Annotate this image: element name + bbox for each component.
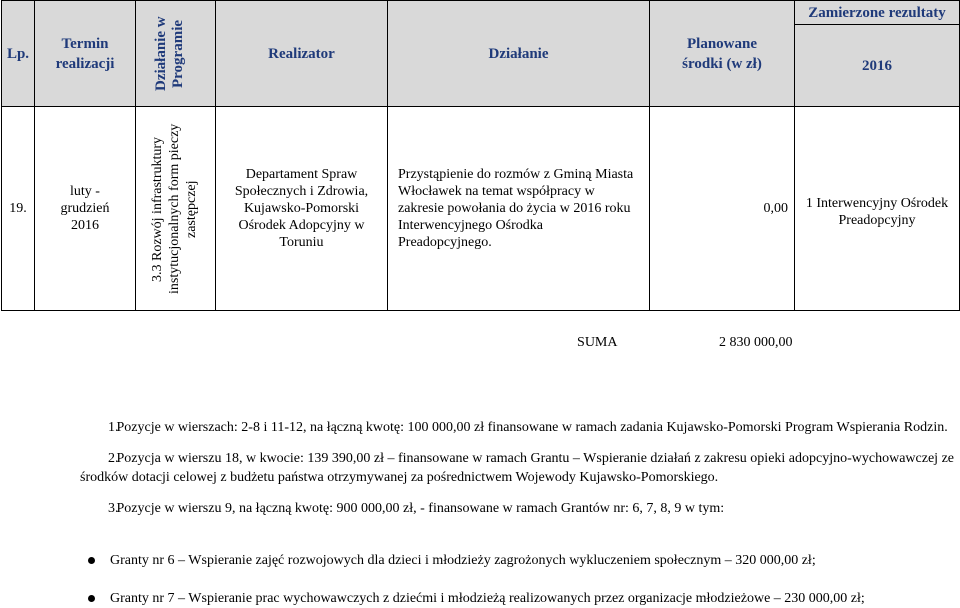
grant-item-text: Granty nr 7 – Wspieranie prac wychowawczych z dziećmi i młodzieżą realizowanych przez organizacje młodzieżowe – 230 000,00 zł; <box>110 591 865 606</box>
bullet-dot-icon <box>88 557 95 564</box>
footnote-1-text: Pozycje w wierszach: 2-8 i 11-12, na łączną kwotę: 100 000,00 zł finansowane w ramach zadania Kujawsko-Pomorski Program Wspierania Rodzin. <box>116 420 948 435</box>
row-planowane: 0,00 <box>650 107 795 311</box>
row-lp: 19. <box>2 107 35 311</box>
header-lp: Lp. <box>2 1 35 107</box>
grant-item <box>86 589 960 608</box>
footnote-1 <box>80 418 960 437</box>
header-termin: Termin realizacji <box>35 1 136 107</box>
header-dzialanie: Działanie <box>388 1 650 107</box>
grant-item <box>86 551 960 570</box>
footnote-1-number: 1. <box>108 420 119 435</box>
footnote-3-number: 3. <box>108 501 119 516</box>
row-dzialanie: Przystąpienie do rozmów z Gminą Miasta Włocławek na temat współpracy w zakresie powołania do życia w 2016 roku Interwencyjnego Ośrodka Preadopcyjnego. <box>388 107 650 311</box>
bullet-dot-icon <box>88 595 95 602</box>
row-realizator: Departament Spraw Społecznych i Zdrowia, Kujawsko-Pomorski Ośrodek Adopcyjny w Toruniu <box>216 107 388 311</box>
header-rok: 2016 <box>795 25 960 107</box>
header-dzialanie-w-programie-cell <box>136 1 216 107</box>
footnote-3-text: Pozycje w wierszu 9, na łączną kwotę: 900 000,00 zł, - finansowane w ramach Grantów nr: 6, 7, 8, 9 w tym: <box>116 501 725 516</box>
row-dzialanie-w-programie-cell <box>136 107 216 311</box>
footnote-2-text: Pozycja w wierszu 18, w kwocie: 139 390,00 zł – finansowane w ramach Grantu – Wspieranie działań z zakresu opieki adopcyjno-wychowawczej ze środków dotacji celowej z budżetu państwa otrzymywanej za pośrednictwem Wojewody Kujawsko-Pomorskiego. <box>80 451 954 485</box>
header-dzialanie-w-programie: Działanie w Programie <box>152 16 186 91</box>
row-rezultat: 1 Interwencyjny Ośrodek Preadopcyjny <box>795 107 960 311</box>
footnotes <box>80 418 960 518</box>
row-termin: luty - grudzień 2016 <box>35 107 136 311</box>
grant-item-text: Granty nr 6 – Wspieranie zajęć rozwojowych dla dzieci i młodzieży zagrożonych wykluczeniem społecznym – 320 000,00 zł; <box>110 553 816 568</box>
footnote-2-number: 2. <box>108 451 119 466</box>
suma-value: 2 830 000,00 <box>719 334 793 350</box>
header-realizator: Realizator <box>216 1 388 107</box>
header-planowane: Planowane środki (w zł) <box>650 1 795 107</box>
suma-label: SUMA <box>577 334 618 350</box>
footnote-2 <box>80 449 960 487</box>
grant-list <box>86 551 960 608</box>
row-dzialanie-w-programie: 3.3 Rozwój infrastruktury instytucjonalnych form pieczy zastępczej <box>149 123 199 294</box>
program-table <box>1 0 960 375</box>
footnote-3 <box>80 499 960 518</box>
header-zamierzone: Zamierzone rezultaty <box>795 1 960 25</box>
